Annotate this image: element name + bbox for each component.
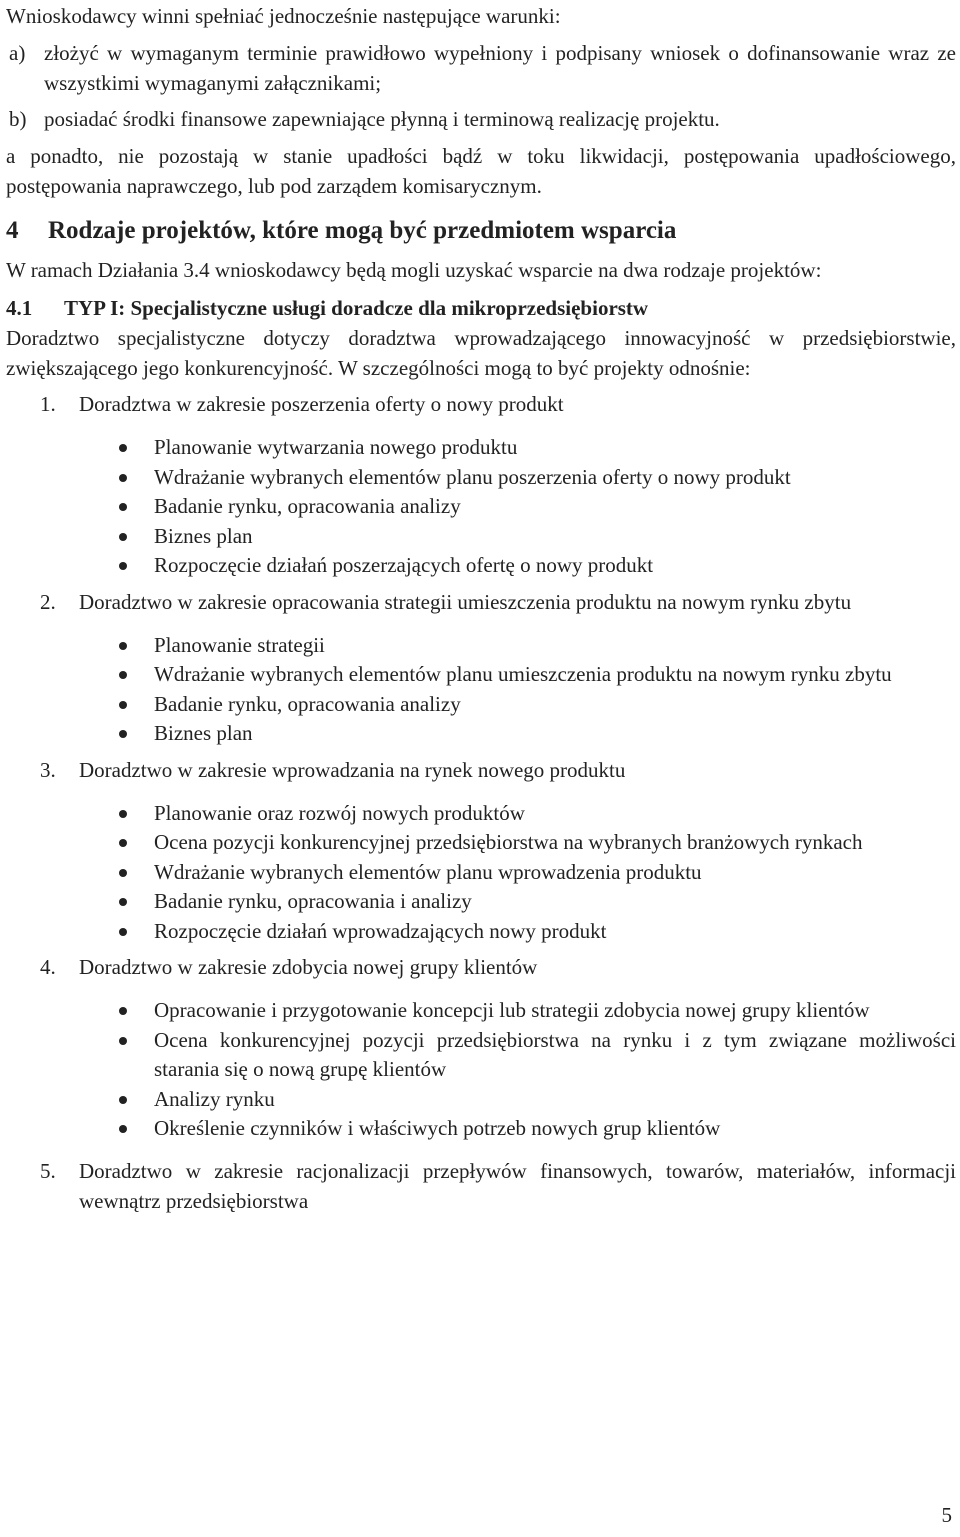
group-heading — [6, 952, 956, 982]
list-item-text: Planowanie strategii — [154, 632, 325, 657]
list-item-text: Planowanie wytwarzania nowego produktu — [154, 435, 518, 459]
advisory-groups — [6, 389, 956, 1216]
list-item-text: Badanie rynku, opracowania analizy — [154, 691, 461, 716]
list-item — [6, 799, 956, 829]
group-number: 5. — [40, 1158, 56, 1183]
bullet-icon — [6, 522, 154, 552]
group-number: 2. — [40, 589, 56, 614]
section-intro: W ramach Działania 3.4 wnioskodawcy będą mogli uzyskać wsparcie na dwa rodzaje projektów: — [6, 258, 822, 282]
list-item — [6, 463, 956, 493]
bullet-icon — [6, 799, 154, 829]
list-item-text: Planowanie oraz rozwój nowych produktów — [154, 800, 525, 825]
intro-text: Wnioskodawcy winni spełniać jednocześnie następujące warunki: — [6, 4, 561, 28]
bullet-icon — [6, 996, 154, 1026]
advisory-group — [6, 1156, 956, 1216]
list-item-text: Biznes plan — [154, 721, 253, 745]
list-item — [6, 522, 956, 552]
bullet-list — [6, 799, 956, 947]
list-item — [6, 719, 956, 749]
bullet-icon — [6, 828, 154, 858]
bullet-list — [6, 433, 956, 581]
condition-a — [6, 38, 956, 98]
document-page — [6, 0, 956, 1527]
list-item-text: Rozpoczęcie działań wprowadzających nowy produkt — [154, 918, 607, 943]
condition-label: a) — [9, 41, 26, 65]
bullet-icon — [6, 719, 154, 749]
list-item — [6, 660, 956, 690]
bullet-icon — [6, 1026, 154, 1085]
list-item — [6, 690, 956, 720]
subsection-heading — [6, 293, 956, 323]
advisory-group — [6, 952, 956, 1144]
list-item — [6, 1085, 956, 1115]
subsection-number: 4.1 — [6, 296, 33, 320]
group-heading — [6, 755, 956, 785]
group-title: Doradztwa w zakresie poszerzenia oferty o nowy produkt — [79, 392, 564, 416]
bullet-list — [6, 996, 956, 1144]
section-number: 4 — [6, 217, 19, 244]
bullet-icon — [6, 463, 154, 493]
advisory-group — [6, 587, 956, 749]
list-item — [6, 996, 956, 1026]
bullet-icon — [6, 660, 154, 690]
list-item — [6, 858, 956, 888]
bullet-icon — [6, 492, 154, 522]
list-item-text: Rozpoczęcie działań poszerzających ofertę o nowy produkt — [154, 553, 654, 577]
list-item-text: Wdrażanie wybranych elementów planu umieszczenia produktu na nowym rynku zbytu — [154, 662, 892, 686]
condition-text: posiadać środki finansowe zapewniające płynną i terminową realizację projektu. — [44, 107, 720, 131]
section-heading — [6, 214, 956, 248]
list-item — [6, 828, 956, 858]
group-heading — [6, 587, 956, 617]
group-number: 4. — [40, 955, 56, 979]
condition-b — [6, 104, 956, 134]
bullet-icon — [6, 917, 154, 947]
list-item-text: Analizy rynku — [154, 1086, 275, 1111]
bullet-icon — [6, 887, 154, 917]
bullet-icon — [6, 1085, 154, 1115]
list-item — [6, 917, 956, 947]
group-title: Doradztwo w zakresie opracowania strategii umieszczenia produktu na nowym rynku zbytu — [79, 589, 852, 614]
condition-label: b) — [9, 107, 27, 131]
group-heading — [6, 1156, 956, 1216]
page-number: 5 — [941, 1503, 952, 1527]
list-item-text: Opracowanie i przygotowanie koncepcji lub strategii zdobycia nowej grupy klientów — [154, 998, 870, 1022]
advisory-group — [6, 755, 956, 947]
list-item — [6, 433, 956, 463]
list-item — [6, 551, 956, 581]
group-heading — [6, 389, 956, 419]
advisory-group — [6, 389, 956, 581]
list-item-text: Wdrażanie wybranych elementów planu wprowadzenia produktu — [154, 859, 702, 884]
subsection-title: TYP I: Specjalistyczne usługi doradcze dla mikroprzedsiębiorstw — [64, 296, 649, 320]
group-title: Doradztwo w zakresie wprowadzania na rynek nowego produktu — [79, 757, 626, 782]
bullet-list — [6, 631, 956, 749]
condition-text: złożyć w wymaganym terminie prawidłowo wypełniony i podpisany wniosek o dofinansowanie wraz ze wszystkimi wymaganymi załącznikami; — [44, 41, 956, 95]
list-item — [6, 492, 956, 522]
list-item-text: Ocena pozycji konkurencyjnej przedsiębiorstwa na wybranych branżowych rynkach — [154, 830, 863, 854]
list-item-text: Określenie czynników i właściwych potrzeb nowych grup klientów — [154, 1116, 721, 1140]
group-title: Doradztwo w zakresie racjonalizacji przepływów finansowych, towarów, materiałów, informacji wewnątrz przedsiębiorstwa — [79, 1158, 956, 1213]
group-title: Doradztwo w zakresie zdobycia nowej grupy klientów — [79, 955, 538, 979]
list-item-text: Biznes plan — [154, 523, 253, 548]
list-item — [6, 887, 956, 917]
list-item — [6, 1114, 956, 1144]
bullet-icon — [6, 551, 154, 581]
bullet-icon — [6, 690, 154, 720]
list-item — [6, 631, 956, 661]
subsection-intro: Doradztwo specjalistyczne dotyczy doradztwa wprowadzającego innowacyjność w przedsiębiorstwie, zwiększającego jego konkurencyjność. W szczególności mogą to być projekty odnośnie: — [6, 326, 956, 380]
group-number: 3. — [40, 757, 56, 782]
section-title: Rodzaje projektów, które mogą być przedmiotem wsparcia — [48, 217, 677, 244]
bullet-icon — [6, 858, 154, 888]
group-number: 1. — [40, 392, 56, 416]
list-item — [6, 1026, 956, 1085]
list-item-text: Ocena konkurencyjnej pozycji przedsiębiorstwa na rynku i z tym związane możliwości starania się o nową grupę klientów — [154, 1027, 956, 1081]
list-item-text: Badanie rynku, opracowania analizy — [154, 494, 461, 518]
bullet-icon — [6, 433, 154, 463]
list-item-text: Wdrażanie wybranych elementów planu poszerzenia oferty o nowy produkt — [154, 464, 791, 489]
bullet-icon — [6, 1114, 154, 1144]
condition-note: a ponadto, nie pozostają w stanie upadłości bądź w toku likwidacji, postępowania upadłościowego, postępowania naprawczego, lub pod zarządem komisarycznym. — [6, 144, 956, 198]
bullet-icon — [6, 631, 154, 661]
list-item-text: Badanie rynku, opracowania i analizy — [154, 889, 472, 913]
